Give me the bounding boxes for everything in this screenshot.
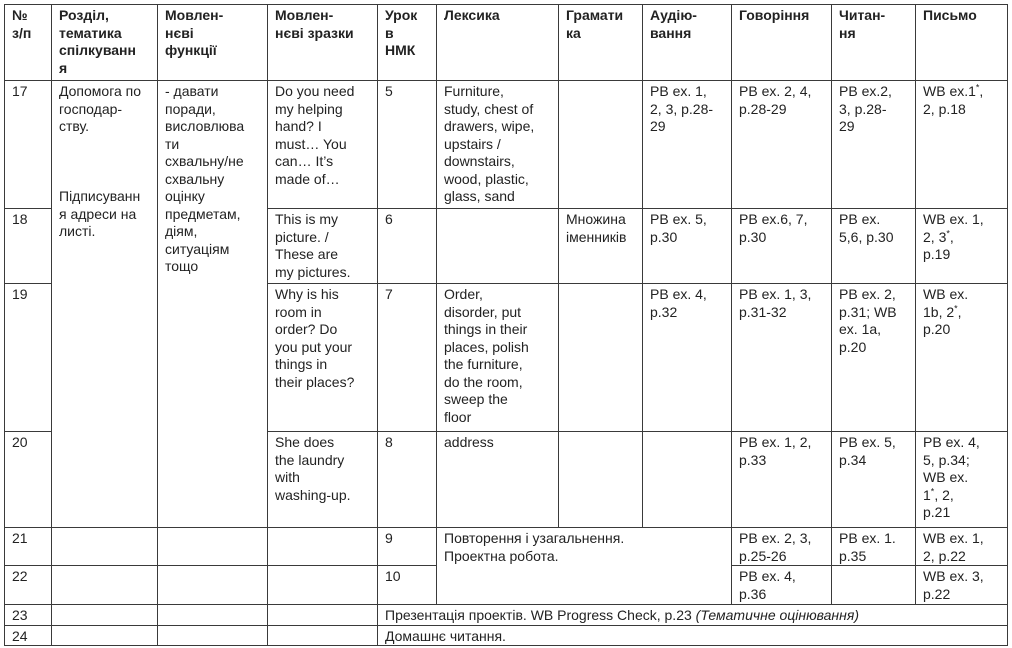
section-cell [52,566,158,605]
writing-cell: WB ex. 1, 2, p.22 [916,528,1008,566]
table-row [5,605,1008,626]
header-row [5,5,1008,81]
functions-cell [158,566,268,605]
lesson-cell: 6 [378,209,437,284]
lesson-cell: 5 [378,81,437,209]
asterisk-mark: * [946,227,950,238]
grammar-cell [559,284,643,432]
section-part-2: Підписуванн я адреси на листі. [59,188,141,239]
audio-cell: PB ex. 4, p.32 [643,284,732,432]
table-row [5,528,1008,566]
lesson-cell: 8 [378,432,437,528]
lesson-cell: 10 [378,566,437,605]
vocab-cell: Furniture, study, chest of drawers, wipe, upstairs / downstairs, wood, plastic, glass, sand [437,81,559,209]
header-writing: Письмо [916,5,1008,81]
grammar-cell [559,432,643,528]
lesson-plan-table [4,4,1008,646]
review-cell: Повторення і узагальнення. Проектна робота. [437,528,732,605]
header-audio: Аудію- вання [643,5,732,81]
summary-cell: Домашнє читання. [378,625,1008,646]
grammar-cell: Множина іменників [559,209,643,284]
section-cell [52,605,158,626]
header-lesson: Урок в НМК [378,5,437,81]
functions-cell [158,605,268,626]
reading-cell [832,566,916,605]
patterns-cell [268,625,378,646]
writing-cell [916,432,1008,528]
writing-text: , p.20 [923,303,962,337]
writing-cell: WB ex. 3, p.22 [916,566,1008,605]
writing-text: WB ex. 1b, 2 [923,286,969,320]
header-speaking: Говоріння [732,5,832,81]
header-functions: Мовлен- нєві функції [158,5,268,81]
audio-cell [643,432,732,528]
writing-cell [916,81,1008,209]
asterisk-mark: * [954,302,958,313]
row-num: 17 [5,81,52,209]
section-cell [52,528,158,566]
audio-cell: PB ex. 5, p.30 [643,209,732,284]
patterns-cell: She does the laundry with washing-up. [268,432,378,528]
reading-cell: PB ex.2, 3, p.28- 29 [832,81,916,209]
patterns-cell [268,528,378,566]
lesson-cell: 9 [378,528,437,566]
writing-cell [916,284,1008,432]
speaking-cell: PB ex. 2, 4, p.28-29 [732,81,832,209]
row-num: 22 [5,566,52,605]
vocab-cell [437,209,559,284]
grammar-cell [559,81,643,209]
writing-text: , 2, p.18 [923,83,984,117]
reading-cell: PB ex. 1. p.35 [832,528,916,566]
audio-cell: PB ex. 1, 2, 3, p.28- 29 [643,81,732,209]
functions-cell [158,528,268,566]
row-num: 24 [5,625,52,646]
row-num: 23 [5,605,52,626]
summary-cell [378,605,1008,626]
patterns-cell: Do you need my helping hand? I must… You can… It’s made of… [268,81,378,209]
speaking-cell: PB ex.6, 7, p.30 [732,209,832,284]
writing-text: , p.19 [923,228,954,262]
asterisk-mark: * [975,82,980,93]
functions-cell [158,625,268,646]
row-num: 19 [5,284,52,432]
speaking-cell: PB ex. 2, 3, p.25-26 [732,528,832,566]
asterisk-mark: * [930,485,935,496]
table-row [5,625,1008,646]
functions-cell: - давати поради, висловлюва ти схвальну/не схвальну оцінку предметам, діям, ситуаціям тощо [158,81,268,528]
section-part-1: Допомога по господар- ству. [59,83,142,134]
writing-text: , 2, p.21 [923,486,954,520]
header-vocab: Лексика [437,5,559,81]
speaking-cell: PB ex. 4, p.36 [732,566,832,605]
row-num: 18 [5,209,52,284]
reading-cell: PB ex. 2, p.31; WB ex. 1a, p.20 [832,284,916,432]
header-num: № з/п [5,5,52,81]
assessment-note: (Тематичне оцінювання) [695,607,859,623]
table-row [5,81,1008,209]
writing-text: PB ex. 4, 5, p.34; WB ex. 1 [923,434,980,503]
header-reading: Читан- ня [832,5,916,81]
section-cell [52,625,158,646]
speaking-cell: PB ex. 1, 3, p.31-32 [732,284,832,432]
vocab-cell: Order, disorder, put things in their places, polish the furniture, do the room, sweep the floor [437,284,559,432]
reading-cell: PB ex. 5,6, p.30 [832,209,916,284]
lesson-cell: 7 [378,284,437,432]
speaking-cell: PB ex. 1, 2, p.33 [732,432,832,528]
patterns-cell: This is my picture. / These are my pictures. [268,209,378,284]
reading-cell: PB ex. 5, p.34 [832,432,916,528]
writing-cell [916,209,1008,284]
header-grammar: Грамати ка [559,5,643,81]
header-patterns: Мовлен- нєві зразки [268,5,378,81]
patterns-cell [268,605,378,626]
summary-text: Презентація проектів. WB Progress Check, p.23 [385,607,696,623]
row-num: 21 [5,528,52,566]
vocab-cell: address [437,432,559,528]
section-cell [52,81,158,528]
writing-text: WB ex. 1, 2, 3 [923,211,984,245]
patterns-cell: Why is his room in order? Do you put your things in their places? [268,284,378,432]
patterns-cell [268,566,378,605]
header-section: Розділ, тематика спілкуванн я [52,5,158,81]
row-num: 20 [5,432,52,528]
writing-text: WB ex.1 [923,83,976,99]
